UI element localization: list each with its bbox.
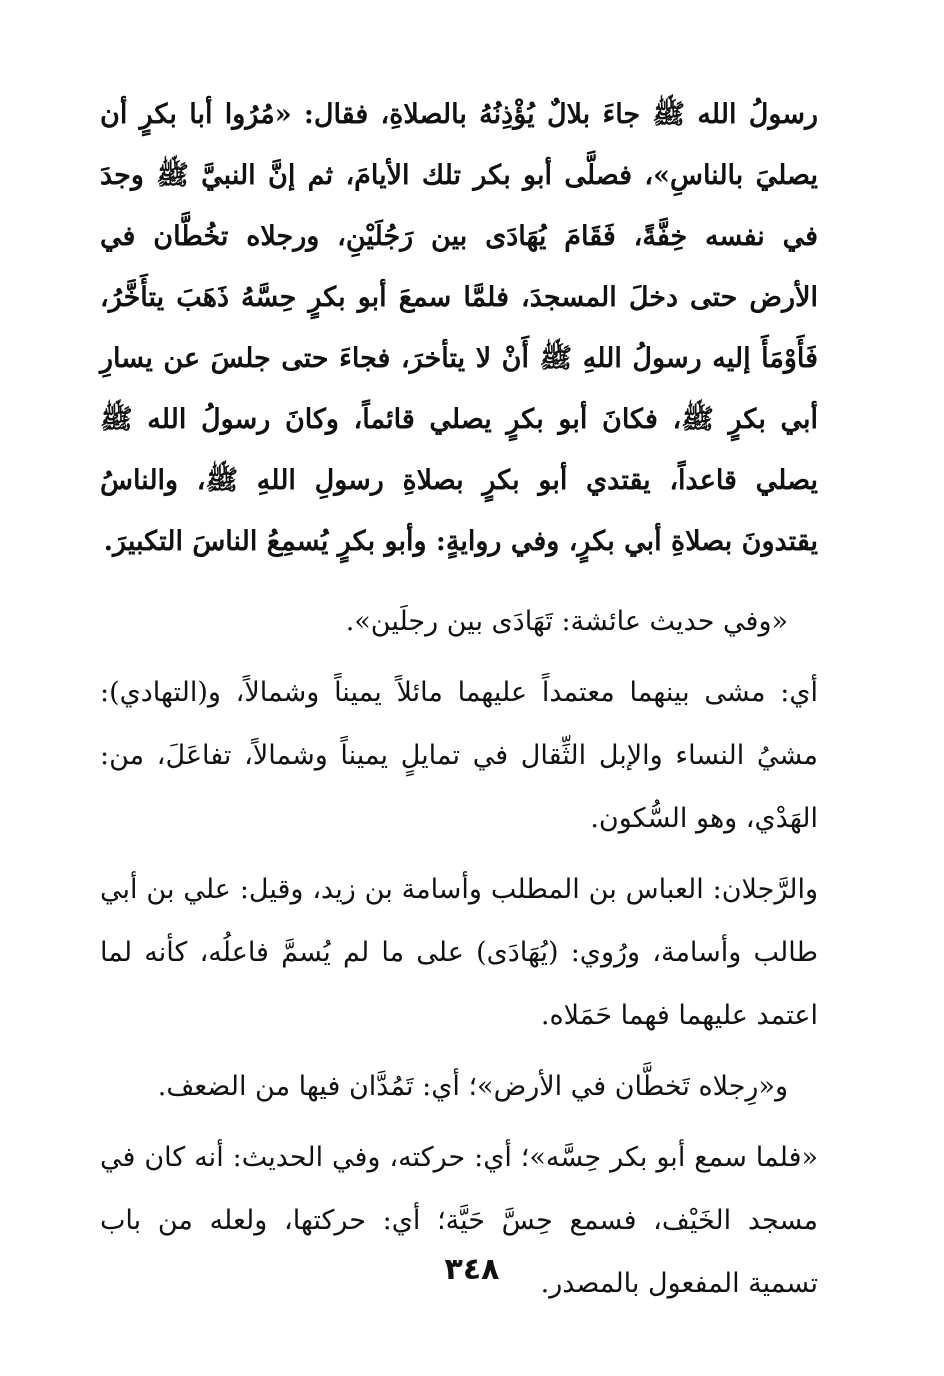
hadith-paragraph: رسولُ الله ﷺ جاءَ بلالٌ يُؤْذِنُهُ بالصلاةِ، فقال: «مُرُوا أبا بكرٍ أن يصليَ بالناسِ»، فصلَّى أبو بكر تلك الأيامَ، ثم إنَّ النبيَّ ﷺ وجدَ في نفسه خِفَّةً، فَقَامَ يُهَادَى بين رَجُلَيْنِ، ورجلاه تخُطَّان في الأرض حتى دخلَ المسجدَ، فلمَّا سمعَ أبو بكرٍ حِسَّهُ ذَهَبَ يتأَخَّرُ، فَأَوْمَأَ إليه رسولُ اللهِ ﷺ أَنْ لا يتأخرَ، فجاءَ حتى جلسَ عن يسارِ أبي بكرٍ ﷺ، فكانَ أبو بكرٍ يصلي قائماً، وكانَ رسولُ الله ﷺ يصلي قاعداً، يقتدي أبو بكرٍ بصلاةِ رسولِ اللهِ ﷺ، والناسُ يقتدونَ بصلاةِ أبي بكرٍ، وفي روايةٍ: وأبو بكرٍ يُسمِعُ الناسَ التكبيرَ. xyxy=(100,99,818,557)
commentary-paragraph-hissahu: «فلما سمع أبو بكر حِسَّه»؛ أي: حركته، وفي الحديث: أنه كان في مسجد الخَيْف، فسمع حِسَّ حَيَّة؛ أي: حركتها، ولعله من باب تسمية المفعول بالمصدر. xyxy=(100,1142,818,1299)
commentary-heading: «وفي حديث عائشة: تَهَادَى بين رجلَين». xyxy=(345,606,788,637)
commentary-paragraph-tahadi: أي: مشى بينهما معتمداً عليهما مائلاً يميناً وشمالاً، و(التهادي): مشيُ النساء والإبل الثِّقال في تمايلٍ يميناً وشمالاً، تفاعَلَ، من: الهَدْي، وهو السُّكون. xyxy=(100,677,818,834)
page-number: ٣٤٨ xyxy=(444,1252,500,1287)
commentary-paragraph-rajulan: والرَّجلان: العباس بن المطلب وأسامة بن زيد، وقيل: علي بن أبي طالب وأسامة، ورُوي: (يُهَادَى) على ما لم يُسمَّ فاعلُه، كأنه لما اعتمد عليهما فهما حَمَلاه. xyxy=(100,874,818,1031)
commentary-paragraph-rijlahu: و«رِجلاه تَخطَّان في الأرض»؛ أي: تَمُدَّان فيها من الضعف. xyxy=(157,1071,788,1102)
page-body xyxy=(100,84,818,1315)
